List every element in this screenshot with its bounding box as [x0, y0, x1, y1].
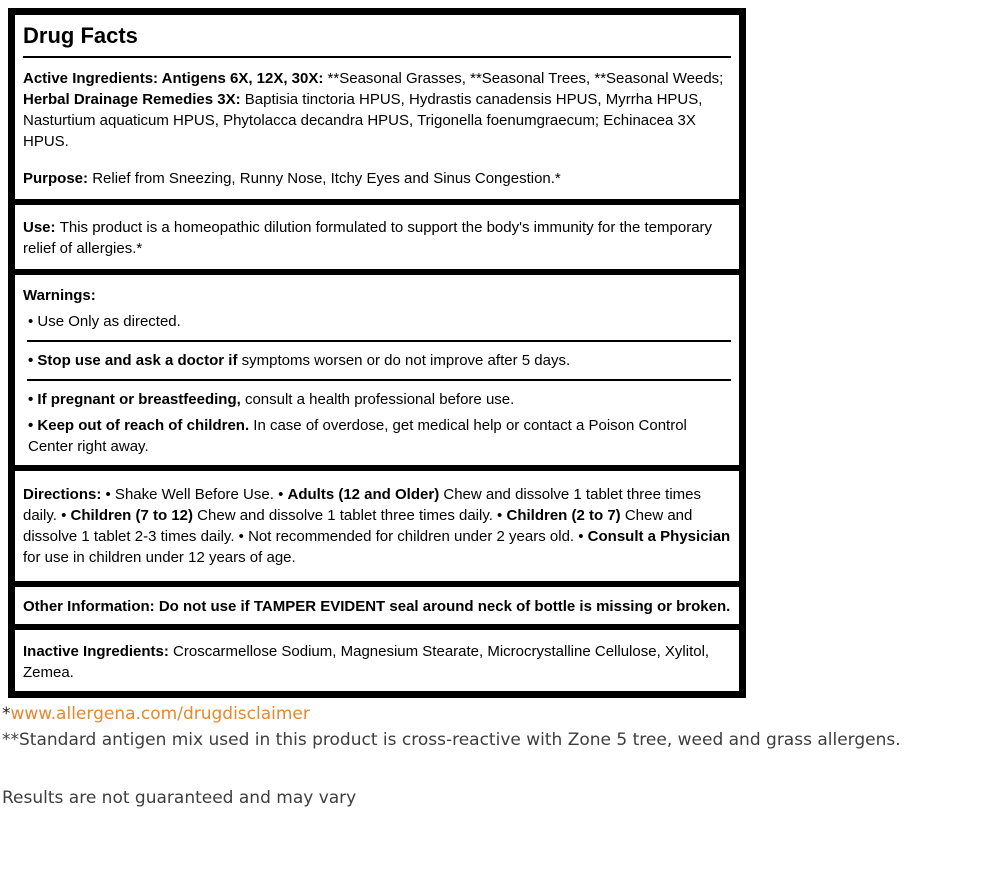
drug-facts-panel [8, 8, 746, 698]
purpose-label: Purpose: [23, 170, 93, 187]
drug-disclaimer-link[interactable]: www.allergena.com/drugdisclaimer [10, 704, 310, 724]
antigen-note: **Standard antigen mix used in this product is cross-reactive with Zone 5 tree, weed and grass allergens. [2, 730, 901, 750]
section-other-information [15, 587, 739, 624]
inactive-ingredients-label: Inactive Ingredients: [23, 643, 174, 660]
use-value: This product is a homeopathic dilution formulated to support the body's immunity for the temporary relief of allergies.* [23, 219, 713, 257]
directions-text: Directions: • Shake Well Before Use. • Adults (12 and Older) Chew and dissolve 1 tablet three times daily. • Children (7 to 12) Chew and dissolve 1 tablet three times daily. • Children (2 to 7) Chew and dissolve 1 tablet 2-3 times daily. • Not recommended for children under 2 years old. • Consult a Physician for use in children under 12 years of age. [23, 486, 731, 566]
section-use [15, 205, 739, 269]
use-label: Use: [23, 219, 60, 236]
herbal-remedies-value: Baptisia tinctoria HPUS, Hydrastis canadensis HPUS, Myrrha HPUS, Nasturtium aquaticum HPUS, Phytolacca decandra HPUS, Trigonella foenumgraecum; Echinacea 3X HPUS. [23, 91, 703, 150]
inactive-ingredients-text [23, 641, 731, 683]
herbal-remedies-text [23, 89, 731, 152]
active-ingredients-label: Active Ingredients: Antigens 6X, 12X, 30X: [23, 70, 328, 87]
footnote-asterisk: * [2, 704, 11, 724]
section-directions [15, 471, 739, 581]
section-warnings [15, 275, 739, 465]
warning-item: • Use Only as directed. [28, 313, 181, 330]
disclaimer-line [2, 701, 1001, 727]
section-active-ingredients [15, 58, 739, 199]
inactive-ingredients-value: Croscarmellose Sodium, Magnesium Stearate, Microcrystalline Cellulose, Xylitol, Zemea. [23, 643, 710, 681]
warnings-rule [27, 379, 731, 381]
panel-title: Drug Facts [23, 23, 138, 48]
footnotes [2, 701, 1001, 811]
warnings-rule [27, 340, 731, 342]
section-inactive-ingredients [15, 630, 739, 691]
warning-item: • Keep out of reach of children. In case of overdose, get medical help or contact a Poison Control Center right away. [28, 417, 687, 455]
active-ingredients-value: **Seasonal Grasses, **Seasonal Trees, **Seasonal Weeds; [327, 70, 724, 87]
warnings-heading: Warnings: [23, 287, 96, 304]
results-note: Results are not guaranteed and may vary [2, 788, 357, 808]
panel-header [15, 15, 739, 58]
herbal-remedies-label: Herbal Drainage Remedies 3X: [23, 91, 245, 108]
warning-item: • Stop use and ask a doctor if symptoms worsen or do not improve after 5 days. [28, 352, 571, 369]
active-ingredients-text [23, 68, 731, 89]
use-text [23, 217, 731, 259]
purpose-value: Relief from Sneezing, Runny Nose, Itchy Eyes and Sinus Congestion.* [92, 170, 561, 187]
purpose-text [23, 168, 731, 189]
warning-item: • If pregnant or breastfeeding, consult a health professional before use. [28, 391, 515, 408]
other-information-text: Other Information: Do not use if TAMPER EVIDENT seal around neck of bottle is missing or broken. [23, 598, 731, 615]
